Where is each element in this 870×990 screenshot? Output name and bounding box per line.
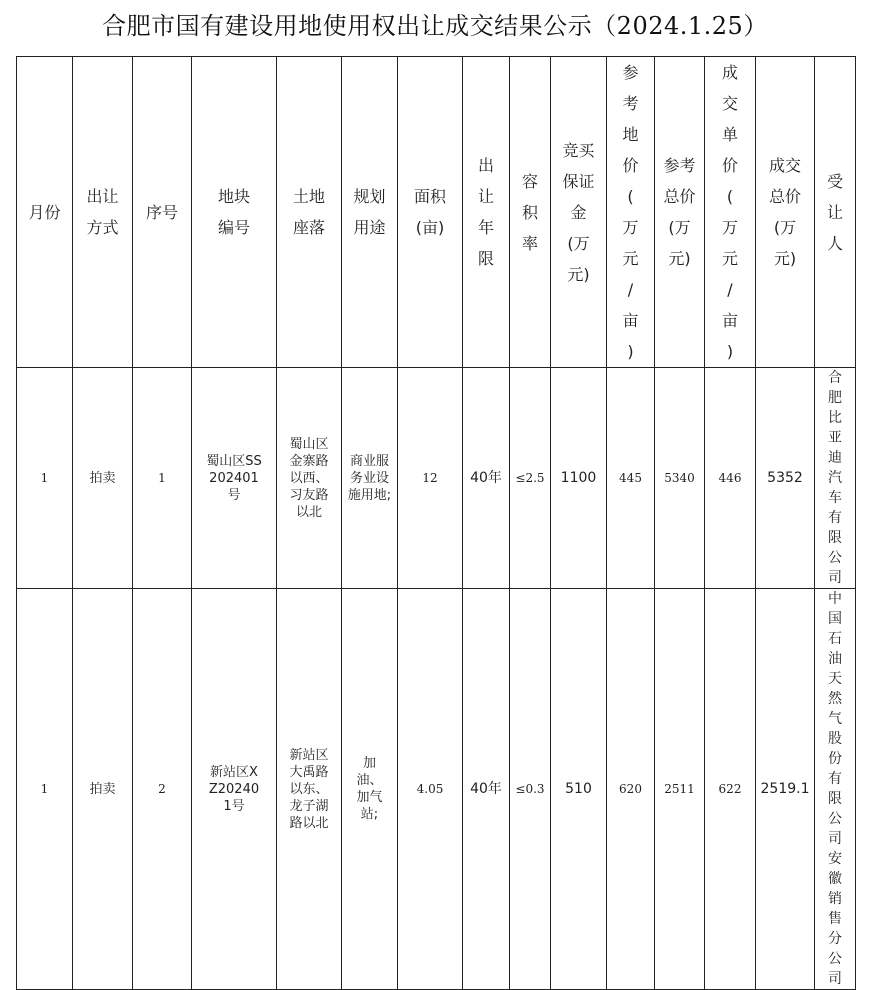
header-term: 出让年限 (463, 57, 510, 368)
header-location: 土地座落 (277, 57, 342, 368)
header-area: 面积(亩) (398, 57, 463, 368)
cell-deal-total-price: 2519.1 (756, 589, 815, 990)
cell-deal-unit-price: 446 (705, 368, 756, 589)
cell-parcel-no: 新站区XZ202401号 (192, 589, 277, 990)
cell-seq: 1 (133, 368, 192, 589)
header-deal-total-price: 成交总价(万元) (756, 57, 815, 368)
cell-area: 12 (398, 368, 463, 589)
cell-deal-total-price: 5352 (756, 368, 815, 589)
cell-transferee: 合肥比亚迪汽车有限公司 (815, 368, 856, 589)
header-planned-use: 规划用途 (342, 57, 398, 368)
cell-planned-use: 加油、加气站; (342, 589, 398, 990)
cell-parcel-no: 蜀山区SS202401号 (192, 368, 277, 589)
header-seq: 序号 (133, 57, 192, 368)
cell-ref-total-price: 2511 (655, 589, 705, 990)
cell-month: 1 (17, 368, 73, 589)
cell-seq: 2 (133, 589, 192, 990)
table-row (17, 368, 856, 589)
cell-planned-use: 商业服务业设施用地; (342, 368, 398, 589)
header-row (17, 57, 856, 368)
page-title: 合肥市国有建设用地使用权出让成交结果公示（2024.1.25） (102, 12, 768, 40)
cell-far: ≤2.5 (510, 368, 551, 589)
header-transfer-method: 出让方式 (73, 57, 133, 368)
cell-deal-unit-price: 622 (705, 589, 756, 990)
cell-deposit: 510 (551, 589, 607, 990)
header-parcel-no: 地块编号 (192, 57, 277, 368)
table-row (17, 589, 856, 990)
cell-transfer-method: 拍卖 (73, 368, 133, 589)
cell-transferee: 中国石油天然气股份有限公司安徽销售分公司 (815, 589, 856, 990)
header-ref-unit-price: 参考地价(万元/亩) (607, 57, 655, 368)
cell-term: 40年 (463, 368, 510, 589)
cell-transfer-method: 拍卖 (73, 589, 133, 990)
header-deposit: 竞买保证金(万元) (551, 57, 607, 368)
cell-location: 蜀山区金寨路以西、习友路以北 (277, 368, 342, 589)
cell-term: 40年 (463, 589, 510, 990)
header-deal-unit-price: 成交单价(万元/亩) (705, 57, 756, 368)
transfer-results-table (16, 56, 856, 990)
cell-ref-total-price: 5340 (655, 368, 705, 589)
header-far: 容积率 (510, 57, 551, 368)
cell-area: 4.05 (398, 589, 463, 990)
cell-month: 1 (17, 589, 73, 990)
cell-ref-unit-price: 620 (607, 589, 655, 990)
header-month: 月份 (17, 57, 73, 368)
cell-ref-unit-price: 445 (607, 368, 655, 589)
header-transferee: 受让人 (815, 57, 856, 368)
cell-deposit: 1100 (551, 368, 607, 589)
cell-far: ≤0.3 (510, 589, 551, 990)
cell-location: 新站区大禹路以东、龙子湖路以北 (277, 589, 342, 990)
header-ref-total-price: 参考总价(万元) (655, 57, 705, 368)
